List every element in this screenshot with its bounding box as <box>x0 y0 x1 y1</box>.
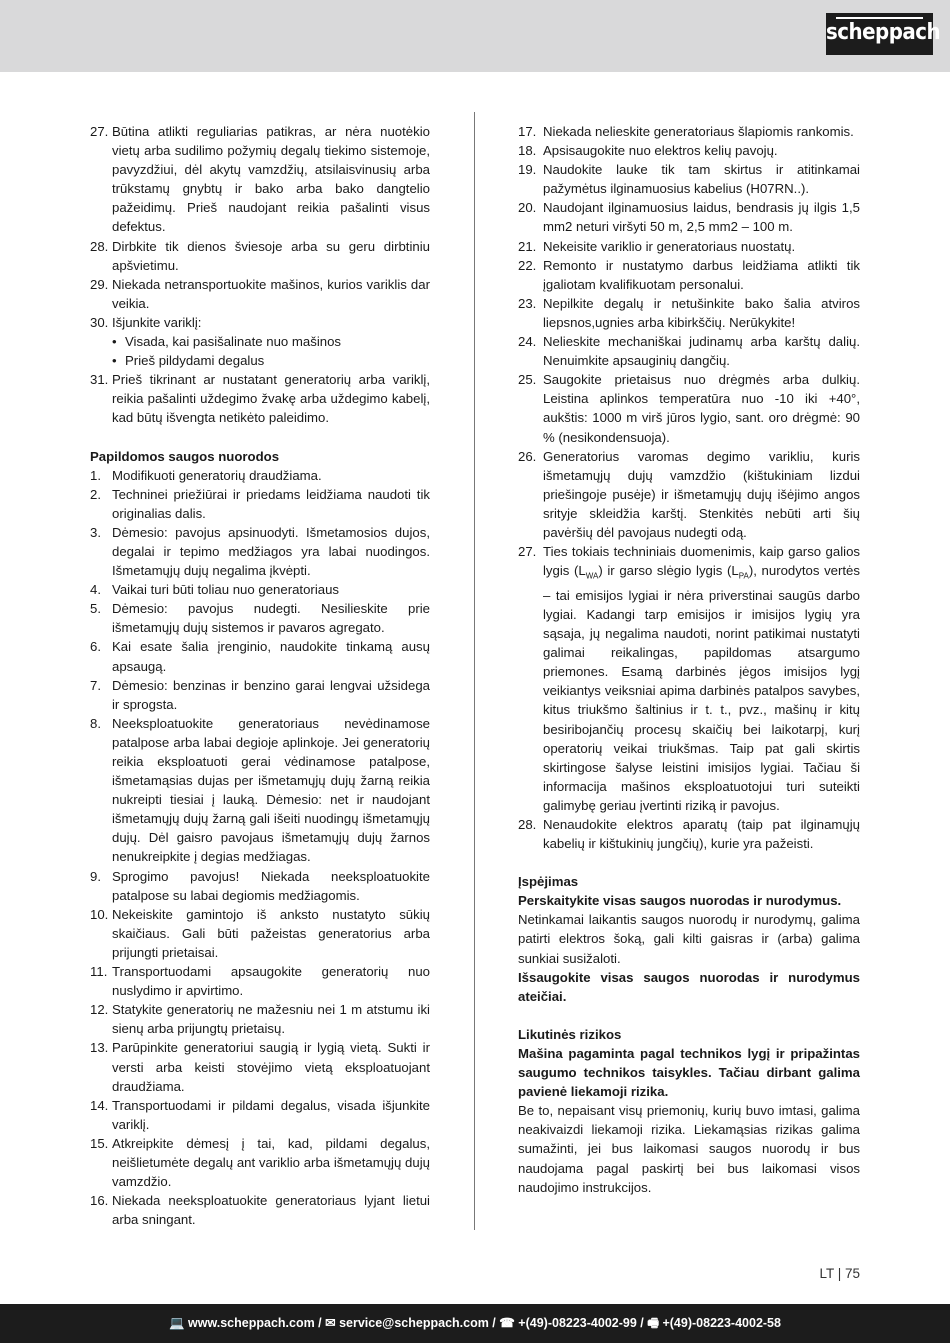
scheppach-logo: scheppach <box>826 13 933 55</box>
header-bar <box>0 0 950 72</box>
item-number: 19. <box>518 162 537 178</box>
list-item <box>518 370 860 446</box>
item-text: Transportuodami ir pildami degalus, visada išjunkite variklį. <box>112 1097 430 1132</box>
item-text: Statykite generatorių ne mažesniu nei 1 m atstumu iki sienų arba prijungtų prietaisų. <box>112 1002 430 1037</box>
bullet-text: Prieš pildydami degalus <box>125 353 265 369</box>
item-text: Modifikuoti generatorių draudžiama. <box>112 467 322 483</box>
list-item <box>518 160 860 198</box>
list-item <box>90 313 430 332</box>
list-item <box>90 275 430 313</box>
item-text: Dėmesio: pavojus apsinuodyti. Išmetamosios dujos, degalai ir tepimo medžiagos yra labai nuodingos. Išmetamųjų dujų negalima įkvėpti. <box>112 524 430 579</box>
item-number: 3. <box>90 524 101 540</box>
list-item <box>90 1191 430 1229</box>
item-number: 24. <box>518 334 537 350</box>
list-item <box>90 714 430 867</box>
item-number: 22. <box>518 257 537 273</box>
item-text: Saugokite prietaisus nuo drėgmės arba dulkių. Leistina aplinkos temperatūra nuo -10 iki +40°, aukštis: 1000 m virš jūros lygio, sant. oro drėgmė: 90 % (nesikondensuoja). <box>543 372 860 445</box>
risks-text: Be to, nepaisant visų priemonių, kurių buvo imtasi, galima neakivaizdi liekamoji rizika. Liekamąsias rizikas galima sumažinti, jei bus laikomasi saugos nuorodų ir bus naudojama pagal paskirtį bei bus laikomasi visos naudojimo instrukcijos. <box>518 1103 860 1195</box>
list-item <box>518 122 860 141</box>
item-number: 13. <box>90 1040 109 1056</box>
item-number: 8. <box>90 715 101 731</box>
bullet-icon: • <box>112 334 117 350</box>
item-number: 4. <box>90 582 101 598</box>
list-item <box>90 485 430 523</box>
risks-bold-text: Mašina pagaminta pagal technikos lygį ir pripažintas saugumo technikos taisykles. Tačiau dirbant galima pavienė liekamoji rizika. <box>518 1045 860 1100</box>
item-text: Atkreipkite dėmesį į tai, kad, pildami degalus, neišlietumėte degalų ant variklio arba išmetamųjų dujų vamzdžio. <box>112 1135 430 1190</box>
list-item <box>90 1134 430 1191</box>
item-number: 27. <box>518 544 537 560</box>
item-text: Apsisaugokite nuo elektros kelių pavojų. <box>543 143 778 159</box>
item-number: 31. <box>90 372 109 388</box>
item-number: 21. <box>518 238 537 254</box>
item-number: 1. <box>90 467 101 483</box>
list-item <box>90 1000 430 1038</box>
item-number: 27. <box>90 124 109 139</box>
item-text: Sprogimo pavojus! Niekada neeksploatuokite patalpose su labai degiomis medžiagomis. <box>112 868 430 903</box>
item-text: Nenaudokite elektros aparatų (taip pat ilginamųjų kabelių ir kištukinių jungčių), kurie yra pažeisti. <box>543 817 860 852</box>
list-item <box>518 447 860 542</box>
item-text: Naudojant ilginamuosius laidus, bendrasis jų ilgis 1,5 mm2 neturi viršyti 50 m, 2,5 mm2 – 100 m. <box>543 200 860 235</box>
item-text: Techninei priežiūrai ir priedams leidžiama naudoti tik originalias dalis. <box>112 486 430 521</box>
item-number: 20. <box>518 200 537 216</box>
item-number: 14. <box>90 1097 109 1113</box>
item-number: 18. <box>518 143 537 159</box>
item-text: Vaikai turi būti toliau nuo generatoriaus <box>112 582 340 598</box>
item-number: 23. <box>518 295 537 311</box>
item-text: Parūpinkite generatoriui saugią ir lygią vietą. Sukti ir versti arba keisti stovėjimo vietą eksploatuojant draudžiama. <box>112 1040 430 1094</box>
item-text: Ties tokiais techniniais duomenimis, kaip garso galios lygis $(L_{WA})$ ir garso slėgio lygis $(L_{PA})$, nurodytos vertės – tai emisijos lygiai ir nėra priverstinai saugūs darbo lygiai. Kadangi tarp emisijos ir imisijos lygių yra sąsaja, jų negalima naudoti, norint patikimai nustatyti galimai reikalingas, papildomas atsargumo priemones. Esamą darbinės įėgos imisijos lygį veikiantys veiksniai apima darbinės patalpos savybes, kitus triukšmo šaltinius ir t. t., pvz., mašinų ir kitų besiribojančių procesų skaičių bei laikotarpį, kurį operatorių veikai triukšmas. Taip pat gali skirtis skirtingose šalyse leistini imisijos lygiai. Tačiau ši informacija mašinos eksploatuotojui turi suteikti galimybę geriau įvertinti riziką ir pavojus. <box>543 544 860 813</box>
item-text: Transportuodami apsaugokite generatorių nuo nuslydimo ir apvirtimo. <box>112 964 430 999</box>
list-item <box>90 599 430 637</box>
item-number: 25. <box>518 372 537 388</box>
warning-text: Netinkamai laikantis saugos nuorodų ir nurodymų, galima patirti elektros šoką, gali kilti gaisras ir (arba) galima sunkiai susižaloti. <box>518 912 860 966</box>
list-item <box>518 294 860 332</box>
list-item <box>90 1096 430 1134</box>
item-text: Nekeiskite gamintojo iš anksto nustatyto sūkių skaičiaus. Gali būti pažeistas generatorius arba prijungti prietaisai. <box>112 906 430 960</box>
item-number: 10. <box>90 906 109 922</box>
item-number: 28. <box>90 238 109 254</box>
item-number: 30. <box>90 314 109 330</box>
item-text: Generatorius varomas degimo varikliu, kuris išmetamųjų dujų vamzdžio (kištukiniam lizdui priešingoje pusėje) ir išmetamųjų dujų išėjimo angos srityje skleidžia karštį. Stenkitės nebūti arti šių pavėršių dėl pavojaus nudegti odą. <box>543 448 860 540</box>
item-text: Kai esate šalia įrenginio, naudokite tinkamą ausų apsaugą. <box>112 639 430 674</box>
item-text: Niekada nelieskite generatoriaus šlapiomis rankomis. <box>543 124 854 139</box>
list-item <box>90 905 430 962</box>
list-item <box>90 580 430 599</box>
item-number: 28. <box>518 817 537 833</box>
list-item <box>90 962 430 1000</box>
item-text: Nekeisite variklio ir generatoriaus nuostatų. <box>543 238 796 254</box>
item-number: 16. <box>90 1193 109 1209</box>
bullet-text: Visada, kai pasišalinate nuo mašinos <box>125 334 342 350</box>
item-text: Nelieskite mechaniškai judinamų arba karštų dalių. Nenuimkite apsauginių dangčių. <box>543 334 860 369</box>
list-item <box>518 237 860 256</box>
bullet-icon: • <box>112 353 117 369</box>
left-column <box>90 122 430 1229</box>
item-number: 17. <box>518 124 537 139</box>
column-divider <box>474 112 475 1230</box>
list-item <box>518 256 860 294</box>
item-text: Prieš tikrinant ar nustatant generatorių arba variklį, reikia pašalinti uždegimo žvakę arba uždegimo kabelį, kad būtų išvengta netikėto paleidimo. <box>112 372 430 426</box>
item-number: 5. <box>90 601 101 617</box>
item-text: Dėmesio: benzinas ir benzino garai lengvai užsidega ir sprogsta. <box>112 677 430 712</box>
list-item <box>90 523 430 580</box>
warning-bold-text: Perskaitykite visas saugos nuorodas ir nurodymus. <box>518 893 842 909</box>
list-item <box>518 542 860 815</box>
list-item <box>518 815 860 853</box>
item-text: Neeksploatuokite generatoriaus nevėdinamose patalpose arba labai degioje aplinkoje. Jei generatorių reikia eksploatuoti gerai vėdinamose patalpose, išmetamąsias dujas per išmetamųjų dujų žarną reikia nukreipti tiesiai į lauką. Dėmesio: net ir naudojant išmetamųjų dujų žarną gali išeiti nuodingų išmetamųjų dujų. Dėl gaisro pavojaus išmetamųjų dujų žarnos nenukreipkite į degias medžiagas. <box>112 715 430 865</box>
section-heading: Papildomos saugos nuorodos <box>90 448 280 464</box>
list-item <box>90 237 430 275</box>
risks-heading: Likutinės rizikos <box>518 1026 622 1042</box>
item-text: Dirbkite tik dienos šviesoje arba su geru dirbtiniu apšvietimu. <box>112 238 430 273</box>
item-text: Niekada netransportuokite mašinos, kurios variklis dar veikia. <box>112 276 430 311</box>
list-item <box>518 332 860 370</box>
item-number: 11. <box>90 964 108 980</box>
item-text: Niekada neeksploatuokite generatoriaus lyjant lietui arba sningant. <box>112 1193 430 1228</box>
item-number: 7. <box>90 677 101 693</box>
list-item <box>90 122 430 237</box>
footer-contact-bar: 💻 www.scheppach.com / ✉ service@scheppach.com / ☎ +(49)-08223-4002-99 / 🖷 +(49)-08223-4002-58 <box>0 1304 950 1343</box>
list-item <box>90 1038 430 1095</box>
item-text: Remonto ir nustatymo darbus leidžiama atlikti tik įgaliotam kvalifikuotam personalui. <box>543 257 860 292</box>
item-number: 15. <box>90 1135 109 1151</box>
warning-bold-text-2: Išsaugokite visas saugos nuorodas ir nurodymus ateičiai. <box>518 969 860 1004</box>
right-column <box>518 122 860 1197</box>
warning-heading: Įspėjimas <box>518 874 579 890</box>
bullet-item <box>90 351 430 370</box>
list-item <box>518 141 860 160</box>
page-number: LT | 75 <box>819 1266 860 1281</box>
item-number: 6. <box>90 639 101 655</box>
list-item <box>518 198 860 236</box>
bullet-item <box>90 332 430 351</box>
item-number: 12. <box>90 1002 109 1018</box>
item-text: Dėmesio: pavojus nudegti. Nesilieskite prie išmetamųjų dujų sistemos ir pavaros agregato. <box>112 601 430 636</box>
item-text: Būtina atlikti reguliarias patikras, ar nėra nuotėkio vietų arba sudilimo požymių degalų tiekimo sistemoje, pavyzdžiui, dėl akytų vamzdžių, atsilaisvinusių arba trūkstamų gnybtų ir bako arba bako dangtelio pažeidimų. Prieš naudojant reikia pašalinti visus defektus. <box>112 124 430 235</box>
item-number: 9. <box>90 868 101 884</box>
list-item <box>90 466 430 485</box>
item-number: 2. <box>90 486 101 502</box>
list-item <box>90 370 430 427</box>
item-text: Nepilkite degalų ir netušinkite bako šalia atviros liepsnos,ugnies arba kibirkščių. Nerūkykite! <box>543 295 860 330</box>
item-text: Išjunkite variklį: <box>112 314 202 330</box>
item-number: 29. <box>90 276 109 292</box>
item-text: Naudokite lauke tik tam skirtus ir atitinkamai pažymėtus ilginamuosius kabelius (H07RN..). <box>543 162 860 197</box>
item-number: 26. <box>518 448 537 464</box>
list-item <box>90 676 430 714</box>
list-item <box>90 867 430 905</box>
list-item <box>90 637 430 675</box>
